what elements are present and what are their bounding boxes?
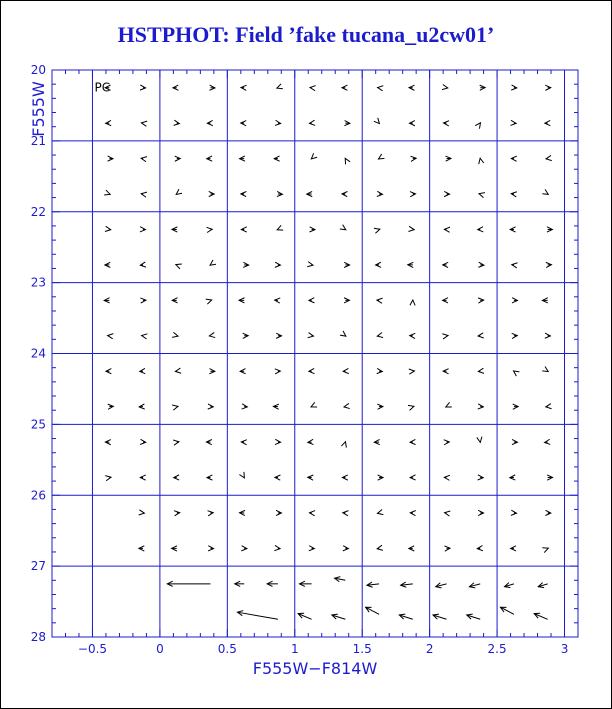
small-vector-head: [309, 546, 315, 551]
x-tick-label: −0.5: [77, 642, 108, 656]
small-vector-head: [275, 439, 281, 444]
small-vector-head: [511, 192, 517, 197]
small-vector-head: [377, 545, 383, 550]
small-vector-head: [478, 333, 484, 338]
small-vector-head: [510, 120, 516, 125]
small-vector-head: [310, 86, 316, 91]
small-vector-head: [444, 440, 450, 445]
small-vector-head: [378, 86, 384, 91]
small-vector-head: [275, 369, 281, 374]
small-vector-head: [241, 546, 247, 551]
small-vector-head: [444, 475, 450, 480]
small-vector-head: [479, 193, 485, 198]
small-vector-head: [140, 85, 146, 90]
small-vector-head: [141, 121, 147, 126]
small-vector-head: [546, 155, 552, 160]
small-vector-head: [374, 228, 380, 233]
small-vector-head: [378, 154, 384, 159]
y-tick-label: 22: [30, 204, 46, 219]
small-vector-head: [442, 84, 448, 89]
small-vector-head: [345, 158, 350, 164]
small-vector-head: [410, 511, 416, 516]
small-vector-head: [209, 332, 215, 337]
small-vector-head: [108, 334, 114, 339]
small-vector-head: [172, 405, 178, 410]
small-vector-head: [410, 300, 415, 306]
small-vector-head: [104, 190, 110, 195]
y-tick-label: 24: [30, 346, 46, 361]
small-vector-head: [513, 371, 519, 376]
small-vector-head: [374, 118, 380, 124]
small-vector-head: [139, 510, 145, 515]
x-tick-label: 2: [425, 642, 434, 656]
small-vector-head: [140, 439, 146, 444]
small-vector-head: [377, 332, 383, 337]
small-vector-head: [207, 227, 213, 232]
x-axis-label: F555W−F814W: [252, 659, 378, 678]
small-vector-head: [410, 192, 416, 197]
small-vector-head: [340, 331, 346, 336]
long-vector-shaft: [237, 612, 277, 619]
chart-title: HSTPHOT: Field ’fake tucana_u2cw01’: [117, 22, 495, 47]
small-vector-head: [275, 262, 281, 267]
small-vector-head: [174, 120, 180, 125]
x-tick-label: 0.5: [217, 642, 237, 656]
small-vector-head: [208, 511, 214, 516]
small-vector-head: [344, 403, 350, 408]
small-vector-head: [309, 120, 315, 125]
small-vector-head: [446, 402, 452, 407]
small-vector-head: [311, 402, 317, 407]
small-vector-head: [206, 299, 212, 304]
y-tick-label: 21: [30, 133, 46, 148]
small-vector-head: [274, 545, 280, 550]
x-tick-label: 2.5: [487, 642, 507, 656]
small-vector-head: [340, 225, 346, 230]
small-vector-head: [277, 225, 283, 230]
small-vector-head: [546, 404, 552, 409]
small-vector-head: [408, 405, 414, 410]
x-tick-label: 1.5: [352, 642, 372, 656]
small-vector-head: [511, 510, 517, 515]
small-vector-head: [377, 510, 383, 515]
small-vector-head: [542, 189, 548, 194]
small-vector-head: [172, 332, 178, 337]
y-tick-label: 20: [30, 63, 46, 77]
small-vector-head: [175, 368, 181, 373]
small-vector-head: [210, 260, 216, 265]
small-vector-head: [176, 264, 182, 269]
y-tick-label: 28: [30, 630, 46, 644]
small-vector-head: [444, 227, 450, 232]
x-tick-label: 0: [156, 642, 164, 656]
small-vector-head: [341, 442, 346, 448]
axis-ticks: [31, 63, 578, 656]
small-vector-head: [408, 226, 414, 231]
small-vector-head: [308, 333, 314, 338]
y-tick-label: 25: [30, 417, 46, 432]
y-tick-label: 27: [30, 559, 46, 574]
small-vector-head: [140, 227, 146, 232]
small-vector-head: [142, 334, 148, 339]
small-vector-head: [311, 153, 317, 159]
small-vector-head: [542, 548, 548, 553]
small-vector-head: [542, 366, 548, 371]
small-vector-head: [409, 369, 415, 374]
small-vector-head: [277, 84, 283, 89]
small-vector-head: [309, 368, 315, 373]
grid-lines: [52, 70, 578, 637]
small-vector-head: [173, 440, 179, 445]
small-vector-head: [511, 156, 516, 161]
small-vector-head: [479, 158, 484, 164]
small-vector-head: [512, 263, 518, 268]
small-vector-head: [442, 334, 448, 339]
small-vector-head: [105, 226, 111, 231]
small-vector-head: [410, 475, 415, 480]
small-vector-head: [176, 189, 182, 194]
y-tick-label: 26: [30, 488, 46, 503]
small-vector-head: [275, 120, 281, 125]
small-vector-head: [307, 262, 313, 267]
small-vector-head: [478, 227, 484, 232]
y-axis-label: F555W: [29, 81, 48, 137]
y-tick-label: 23: [30, 275, 46, 290]
small-vector-head: [309, 298, 314, 303]
vector-field: [104, 84, 552, 619]
small-vector-head: [140, 262, 146, 267]
small-vector-head: [105, 476, 111, 481]
small-vector-head: [377, 298, 383, 303]
small-vector-head: [239, 472, 244, 478]
small-vector-head: [475, 123, 480, 129]
pc-annotation: PC: [94, 80, 111, 95]
small-vector-head: [343, 368, 349, 373]
x-tick-label: 3: [560, 642, 569, 656]
small-vector-head: [410, 439, 415, 444]
small-vector-head: [343, 511, 349, 516]
small-vector-head: [445, 511, 451, 516]
small-vector-head: [545, 333, 551, 338]
small-vector-head: [141, 192, 147, 197]
x-tick-label: 1: [290, 642, 299, 656]
small-vector-head: [141, 157, 147, 162]
small-vector-head: [309, 511, 315, 516]
small-vector-head: [477, 437, 482, 443]
small-vector-head: [478, 368, 484, 373]
